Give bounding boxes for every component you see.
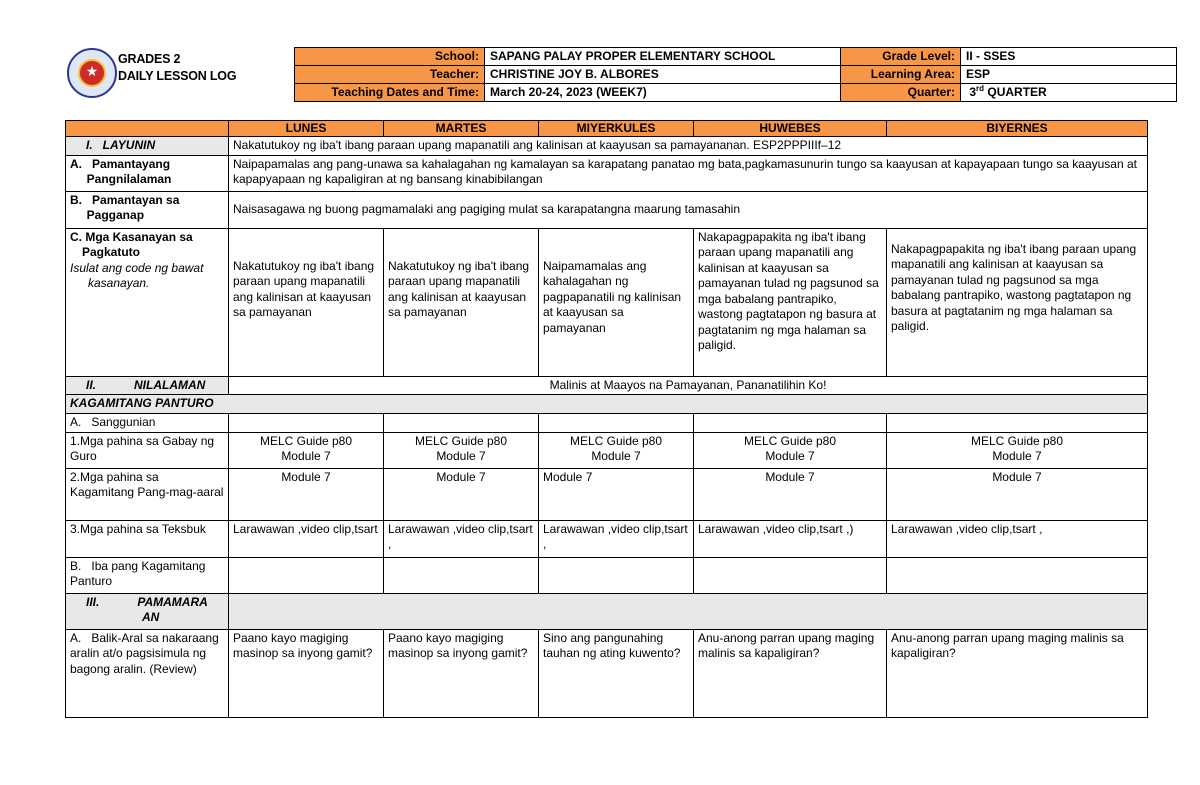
- gabay-line2: Module 7: [765, 449, 815, 463]
- kasanayan-label: [66, 228, 229, 376]
- kasanayan-friday: Nakapagpapakita ng iba't ibang paraan upang mapanatili ang kalinisan at kaayusan sa pamayanan tulad ng pagsunod sa mga babalang pantrapiko, wastong pagtatapon ng basura at pagtatanim ng mga halaman sa paligid.: [887, 228, 1148, 376]
- kagamitan-tuesday: Module 7: [384, 468, 539, 520]
- day-thursday: HUWEBES: [694, 121, 887, 137]
- grades-title: GRADES 2: [118, 52, 181, 66]
- gabay-line1: MELC Guide p80: [569, 433, 663, 448]
- label-line1: Pamantayan sa: [92, 192, 180, 207]
- pamamaraan-line1: PAMAMARA: [137, 594, 208, 609]
- kagamitan-section-label: KAGAMITANG PANTURO: [66, 395, 1148, 414]
- layunin-number: I.: [86, 138, 93, 152]
- teksbuk-wednesday: Larawawan ,video clip,tsart ,: [539, 520, 694, 557]
- teacher-value: CHRISTINE JOY B. ALBORES: [485, 66, 841, 84]
- sanggunian-friday: [887, 414, 1148, 433]
- balik-aral-monday: Paano kayo magiging masinop sa inyong gamit?: [229, 629, 384, 717]
- teksbuk-friday: Larawawan ,video clip,tsart ,: [887, 520, 1148, 557]
- gabay-line1: MELC Guide p80: [743, 433, 837, 448]
- quarter-label: Quarter:: [841, 84, 961, 102]
- day-friday: BIYERNES: [887, 121, 1148, 137]
- school-value: SAPANG PALAY PROPER ELEMENTARY SCHOOL: [485, 48, 841, 66]
- quarter-value: [961, 84, 1177, 102]
- gabay-line1: MELC Guide p80: [414, 433, 508, 448]
- gabay-line2: Module 7: [591, 449, 641, 463]
- nilalaman-value: Malinis at Maayos na Pamayanan, Pananatilihin Ko!: [229, 376, 1148, 395]
- balik-aral-friday: Anu-anong parran upang maging malinis sa kapaligiran?: [887, 629, 1148, 717]
- sanggunian-text: Sanggunian: [91, 415, 156, 429]
- nilalaman-text: NILALAMAN: [134, 377, 206, 392]
- label-line2: Pangnilalaman: [86, 172, 172, 186]
- layunin-text: LAYUNIN: [102, 138, 156, 152]
- kasanayan-wednesday: Naipamamalas ang kahalagahan ng pagpapanatili ng kalinisan at kaayusan sa pamayanan: [539, 228, 694, 376]
- pamantayan-pagganap-label: [66, 191, 229, 228]
- gabay-label: 1.Mga pahina sa Gabay ng Guro: [66, 432, 229, 468]
- label-line1: Pamantayang: [92, 156, 171, 171]
- gabay-line2: Module 7: [436, 449, 486, 463]
- teaching-dates-label: Teaching Dates and Time:: [295, 84, 485, 102]
- teacher-label: Teacher:: [295, 66, 485, 84]
- iba-pang-text: Iba pang Kagamitang Panturo: [70, 558, 206, 588]
- pamamaraan-line2: AN: [142, 610, 160, 624]
- gabay-monday: [229, 432, 384, 468]
- gabay-line2: Module 7: [992, 449, 1042, 463]
- kasanayan-label-line1: C. Mga Kasanayan sa: [70, 229, 193, 244]
- seal-emblem: [78, 59, 106, 87]
- teksbuk-thursday: Larawawan ,video clip,tsart ,): [694, 520, 887, 557]
- iba-pang-label: [66, 557, 229, 593]
- gabay-friday: [887, 432, 1148, 468]
- day-monday: LUNES: [229, 121, 384, 137]
- gabay-tuesday: [384, 432, 539, 468]
- row-letter: A.: [70, 156, 82, 171]
- kagamitan-friday: Module 7: [887, 468, 1148, 520]
- iba-pang-friday: [887, 557, 1148, 593]
- learning-area-label: Learning Area:: [841, 66, 961, 84]
- teksbuk-label: 3.Mga pahina sa Teksbuk: [66, 520, 229, 557]
- header-info-table: [294, 47, 1177, 102]
- teksbuk-tuesday: Larawawan ,video clip,tsart ,: [384, 520, 539, 557]
- gabay-line1: MELC Guide p80: [970, 433, 1064, 448]
- label-line2: Pagganap: [86, 208, 145, 222]
- gabay-line2: Module 7: [281, 449, 331, 463]
- kasanayan-thursday: Nakapagpapakita ng iba't ibang paraan upang mapanatili ang kalinisan at kaayusan sa pamayanan tulad ng pagsunod sa mga babalang pantrapiko, wastong pagtatapon ng basura at pagtatanim ng mga halaman sa paligid.: [694, 228, 887, 376]
- day-tuesday: MARTES: [384, 121, 539, 137]
- pamamaraan-value: [229, 593, 1148, 629]
- nilalaman-label: [66, 376, 229, 395]
- row-letter: A.: [70, 630, 82, 645]
- kasanayan-tuesday: Nakatutukoy ng iba't ibang paraan upang mapanatili ang kalinisan at kaayusan sa pamayanan: [384, 228, 539, 376]
- row-letter: B.: [70, 192, 82, 207]
- row-letter: A.: [70, 415, 82, 429]
- iba-pang-tuesday: [384, 557, 539, 593]
- teaching-dates-value: March 20-24, 2023 (WEEK7): [485, 84, 841, 102]
- grade-level-value: II - SSES: [961, 48, 1177, 66]
- kasanayan-note-line1: Isulat ang code ng bawat: [70, 260, 204, 275]
- school-label: School:: [295, 48, 485, 66]
- kasanayan-note-line2: kasanayan.: [88, 276, 150, 290]
- layunin-value: Nakatutukoy ng iba't ibang paraan upang mapanatili ang kalinisan at kaayusan sa pamayananan. ESP2PPPIIIf–12: [229, 137, 1148, 156]
- pamamaraan-number: III.: [86, 594, 100, 609]
- gabay-line1: MELC Guide p80: [259, 433, 353, 448]
- quarter-ordinal: rd: [976, 84, 985, 93]
- kagamitang-pang-mag-aaral-label: 2.Mga pahina sa Kagamitang Pang-mag-aaral: [66, 468, 229, 520]
- balik-aral-text: Balik-Aral sa nakaraang aralin at/o pagsisimula ng bagong aralin. (Review): [70, 630, 219, 676]
- sanggunian-wednesday: [539, 414, 694, 433]
- pamantayang-pangnilalaman-value: Naipapamalas ang pang-unawa sa kahalagahan ng kamalayan sa karapatang panatao mg bata,pagkamasunurin tungo sa kaayusan at kapayapaan tungo sa kaayusan at kapapyapaan ng kapaligiran at ng bansang kinabibilangan: [229, 155, 1148, 191]
- sanggunian-monday: [229, 414, 384, 433]
- corner-cell: [66, 121, 229, 137]
- quarter-number: 3: [969, 85, 977, 99]
- star-icon: ★: [85, 64, 99, 80]
- balik-aral-thursday: Anu-anong parran upang maging malinis sa kapaligiran?: [694, 629, 887, 717]
- quarter-word: QUARTER: [984, 85, 1047, 99]
- row-letter: B.: [70, 558, 82, 573]
- iba-pang-monday: [229, 557, 384, 593]
- kasanayan-label-line2: Pagkatuto: [82, 245, 141, 259]
- deped-seal-logo: [67, 48, 117, 98]
- kagamitan-monday: Module 7: [229, 468, 384, 520]
- pamamaraan-label: [66, 593, 229, 629]
- layunin-label: [66, 137, 229, 156]
- kagamitan-thursday: Module 7: [694, 468, 887, 520]
- kagamitan-wednesday: Module 7: [539, 468, 694, 520]
- balik-aral-tuesday: Paano kayo magiging masinop sa inyong gamit?: [384, 629, 539, 717]
- grade-level-label: Grade Level:: [841, 48, 961, 66]
- kasanayan-monday: Nakatutukoy ng iba't ibang paraan upang mapanatili ang kalinisan at kaayusan sa pamayanan: [229, 228, 384, 376]
- lesson-log-title: DAILY LESSON LOG: [118, 69, 237, 83]
- iba-pang-wednesday: [539, 557, 694, 593]
- day-wednesday: MIYERKULES: [539, 121, 694, 137]
- sanggunian-label: [66, 414, 229, 433]
- gabay-wednesday: [539, 432, 694, 468]
- sanggunian-tuesday: [384, 414, 539, 433]
- gabay-thursday: [694, 432, 887, 468]
- lesson-table: [65, 120, 1148, 718]
- pamantayang-pangnilalaman-label: [66, 155, 229, 191]
- pamantayan-pagganap-value: Naisasagawa ng buong pagmamalaki ang pagiging mulat sa karapatangna maarung tamasahin: [229, 191, 1148, 228]
- sanggunian-thursday: [694, 414, 887, 433]
- balik-aral-wednesday: Sino ang pangunahing tauhan ng ating kuwento?: [539, 629, 694, 717]
- teksbuk-monday: Larawawan ,video clip,tsart: [229, 520, 384, 557]
- nilalaman-number: II.: [86, 377, 97, 392]
- balik-aral-label: [66, 629, 229, 717]
- iba-pang-thursday: [694, 557, 887, 593]
- learning-area-value: ESP: [961, 66, 1177, 84]
